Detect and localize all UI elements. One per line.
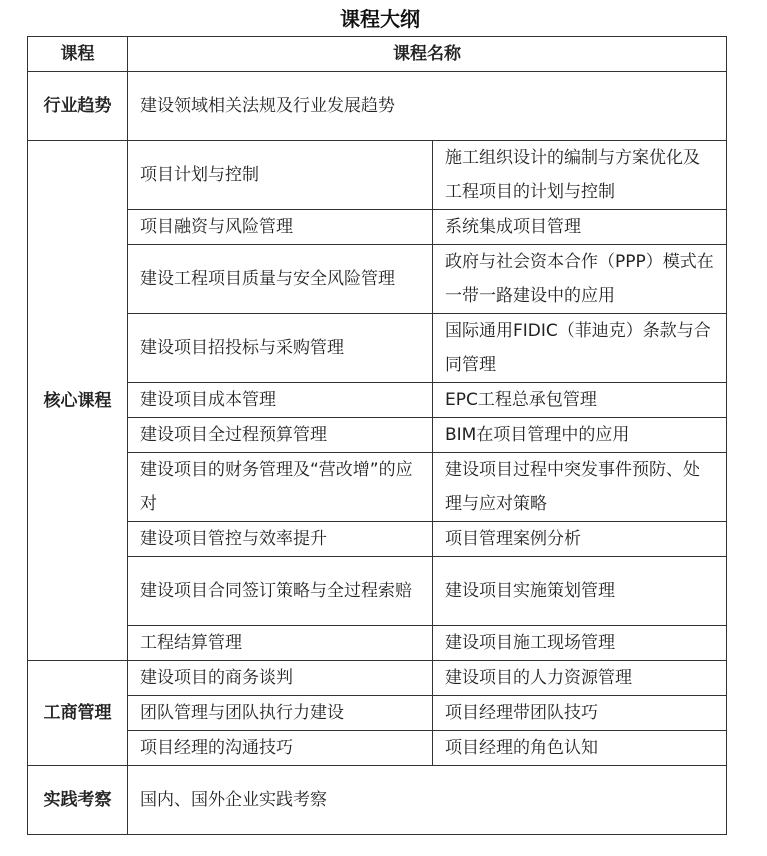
course-cell: 项目计划与控制	[128, 141, 433, 210]
course-cell: 建设项目招投标与采购管理	[128, 314, 433, 383]
course-cell: 团队管理与团队执行力建设	[128, 696, 433, 731]
course-cell: 施工组织设计的编制与方案优化及工程项目的计划与控制	[433, 141, 727, 210]
table-row	[28, 731, 727, 766]
table-row	[28, 766, 727, 835]
course-cell: 国内、国外企业实践考察	[128, 766, 727, 835]
table-row	[28, 626, 727, 661]
course-cell: 国际通用FIDIC（菲迪克）条款与合同管理	[433, 314, 727, 383]
table-row	[28, 141, 727, 210]
table-row	[28, 453, 727, 522]
course-cell: 建设项目合同签订策略与全过程索赔	[128, 557, 433, 626]
course-cell: 建设项目过程中突发事件预防、处理与应对策略	[433, 453, 727, 522]
table-row	[28, 522, 727, 557]
course-cell: BIM在项目管理中的应用	[433, 418, 727, 453]
course-cell: EPC工程总承包管理	[433, 383, 727, 418]
table-row	[28, 210, 727, 245]
table-row	[28, 314, 727, 383]
course-cell: 项目经理的沟通技巧	[128, 731, 433, 766]
course-cell: 建设项目的商务谈判	[128, 661, 433, 696]
course-cell: 建设项目的人力资源管理	[433, 661, 727, 696]
table-row	[28, 418, 727, 453]
table-row	[28, 661, 727, 696]
table-row	[28, 72, 727, 141]
course-cell: 项目融资与风险管理	[128, 210, 433, 245]
course-cell: 项目经理带团队技巧	[433, 696, 727, 731]
page-title: 课程大纲	[340, 7, 420, 31]
course-cell: 建设项目管控与效率提升	[128, 522, 433, 557]
course-cell: 工程结算管理	[128, 626, 433, 661]
course-cell: 政府与社会资本合作（PPP）模式在一带一路建设中的应用	[433, 245, 727, 314]
course-cell: 建设工程项目质量与安全风险管理	[128, 245, 433, 314]
course-cell: 建设项目的财务管理及“营改增”的应对	[128, 453, 433, 522]
course-cell: 建设项目施工现场管理	[433, 626, 727, 661]
course-cell: 建设领域相关法规及行业发展趋势	[128, 72, 727, 141]
category-practice: 实践考察	[28, 766, 128, 835]
table-row	[28, 383, 727, 418]
course-cell: 建设项目实施策划管理	[433, 557, 727, 626]
header-row	[28, 37, 727, 72]
header-course-name: 课程名称	[128, 37, 727, 72]
table-row	[28, 245, 727, 314]
course-cell: 建设项目成本管理	[128, 383, 433, 418]
course-cell: 项目经理的角色认知	[433, 731, 727, 766]
table-row	[28, 696, 727, 731]
course-outline-table	[27, 36, 727, 835]
category-core: 核心课程	[28, 141, 128, 661]
category-trend: 行业趋势	[28, 72, 128, 141]
course-cell: 项目管理案例分析	[433, 522, 727, 557]
course-cell: 系统集成项目管理	[433, 210, 727, 245]
category-business: 工商管理	[28, 661, 128, 766]
course-cell: 建设项目全过程预算管理	[128, 418, 433, 453]
table-row	[28, 557, 727, 626]
header-course: 课程	[28, 37, 128, 72]
